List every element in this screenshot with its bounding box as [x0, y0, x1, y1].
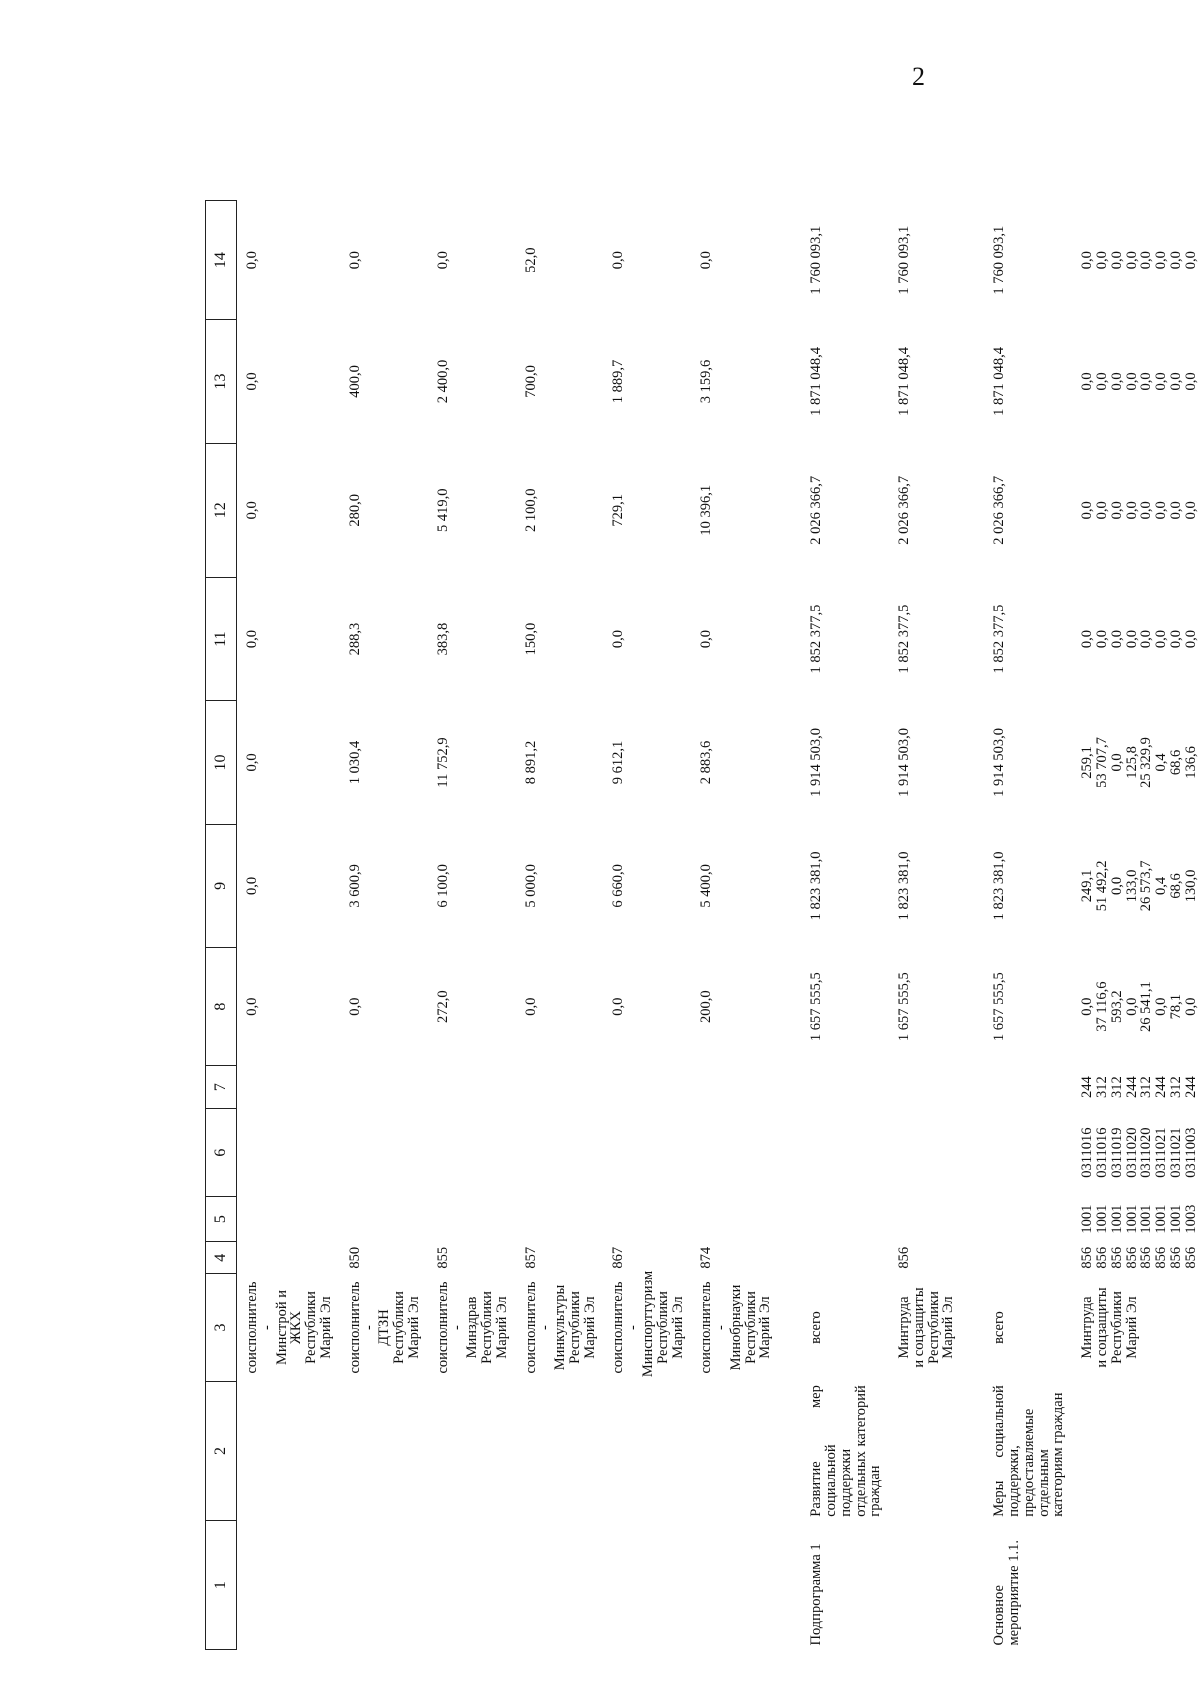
cell-text: 288,3	[346, 622, 363, 656]
table-cell-col-4	[779, 1242, 889, 1274]
cell-text: 1 914 503,0	[808, 728, 825, 797]
table-cell-col-11	[340, 577, 428, 700]
table-cell-col-5	[428, 1197, 516, 1242]
table-cell-col-3	[603, 1270, 691, 1381]
cell-text: соисполнитель - Минстрой и ЖКХ Республики Марий Эл	[244, 1281, 334, 1374]
cell-text: соисполнитель - Минкультуры Республики Марий Эл	[522, 1281, 598, 1374]
table-cell-col-11	[516, 577, 604, 700]
cell-text: 0,0	[610, 629, 627, 649]
table-cell-col-2	[691, 1381, 779, 1521]
cell-text: 2 400,0	[434, 359, 451, 404]
table-cell-col-3	[962, 1274, 1072, 1381]
cell-text: 0,0	[698, 629, 715, 649]
table-cell-col-5	[340, 1197, 428, 1242]
table-cell-col-4	[603, 1242, 691, 1274]
table-cell-col-4	[516, 1242, 604, 1274]
header-cell: 11	[206, 577, 237, 700]
table-cell-col-1	[1072, 1521, 1200, 1650]
table-row	[1072, 201, 1200, 1650]
table-cell-col-7	[516, 1066, 604, 1109]
table-cell-col-6	[237, 1109, 340, 1197]
table-cell-col-9	[889, 824, 962, 947]
table-cell-col-1	[428, 1521, 516, 1650]
cell-text: 1 760 093,1	[896, 225, 913, 295]
table-cell-col-1	[237, 1521, 340, 1650]
table-cell-col-10	[516, 701, 604, 824]
table-cell-col-5	[237, 1197, 340, 1242]
table-cell-col-9	[516, 824, 604, 947]
table-cell-col-2	[779, 1381, 889, 1521]
table-cell-col-3	[428, 1274, 516, 1381]
table-cell-col-14	[237, 201, 340, 320]
table-cell-col-6	[889, 1109, 962, 1197]
cell-text: 1 914 503,0	[991, 728, 1008, 797]
table-cell-col-12	[962, 443, 1072, 577]
table-cell-col-9	[340, 824, 428, 947]
table-cell-col-10	[962, 701, 1072, 824]
cell-text: 0,0	[346, 997, 363, 1016]
cell-text: 400,0	[346, 365, 363, 398]
table-cell-col-6	[779, 1109, 889, 1197]
cell-text: 259,1 53 707,7 0,0 125,8 25 329,9 0,4 68,6 136,6	[1079, 737, 1199, 788]
cell-text: 1 914 503,0	[896, 728, 913, 797]
header-cell: 1	[206, 1521, 237, 1650]
cell-text: 5 000,0	[522, 864, 539, 908]
table-cell-col-3	[889, 1274, 962, 1381]
table-cell-col-8	[1072, 948, 1200, 1066]
table-cell-col-12	[889, 443, 962, 577]
cell-text: 0,0 0,0 0,0 0,0 0,0 0,0 0,0 0,0	[1079, 372, 1199, 391]
cell-text: 856	[896, 1246, 913, 1269]
table-cell-col-14	[691, 201, 779, 320]
table-cell-col-7	[889, 1066, 962, 1109]
table-row	[428, 201, 516, 1650]
cell-text: 0,0 37 116,6 593,2 0,0 26 541,1 0,0 78,1 0,0	[1079, 981, 1199, 1032]
cell-text: 0,0	[244, 251, 260, 270]
cell-text: соисполнитель - ДТЗН Республики Марий Эл	[346, 1281, 422, 1374]
table-cell-col-14	[779, 201, 889, 320]
table-cell-col-12	[691, 443, 779, 577]
table-cell-col-10	[340, 701, 428, 824]
table-cell-col-8	[779, 948, 889, 1066]
table-cell-col-13	[1072, 320, 1200, 443]
table-cell-col-14	[962, 201, 1072, 320]
cell-text: 200,0	[698, 990, 715, 1023]
cell-text: 150,0	[522, 622, 539, 656]
table-cell-col-12	[340, 443, 428, 577]
header-cell: 6	[206, 1109, 237, 1197]
header-cell: 14	[206, 201, 237, 320]
cell-text: 0,0	[610, 251, 627, 270]
cell-text: всего	[808, 1311, 825, 1344]
table-cell-col-14	[603, 201, 691, 320]
table-cell-col-3	[237, 1274, 340, 1381]
table-cell-col-13	[516, 320, 604, 443]
cell-text: 0,0	[244, 753, 260, 772]
cell-text: 0,0	[244, 997, 260, 1016]
table-cell-col-8	[428, 948, 516, 1066]
table-cell-col-3	[779, 1274, 889, 1381]
table-cell-col-10	[428, 701, 516, 824]
header-cell: 5	[206, 1197, 237, 1242]
cell-text: 383,8	[434, 622, 451, 656]
table-cell-col-8	[691, 948, 779, 1066]
table-cell-col-4	[889, 1242, 962, 1274]
cell-text: соисполнитель - Минобрнауки Республики Марий Эл	[698, 1281, 774, 1374]
cell-text: Подпрограмма 1	[808, 1543, 825, 1646]
cell-text: 280,0	[346, 493, 363, 527]
cell-text: 5 400,0	[698, 864, 715, 908]
table-cell-col-11	[962, 577, 1072, 700]
table-cell-col-4	[962, 1242, 1072, 1274]
table-cell-col-9	[1072, 824, 1200, 947]
cell-text: 0,0	[698, 251, 715, 270]
header-row	[206, 201, 237, 1650]
cell-text: 0,0 0,0 0,0 0,0 0,0 0,0 0,0 0,0	[1079, 251, 1199, 270]
table-cell-col-1	[962, 1521, 1072, 1650]
table-cell-col-11	[691, 577, 779, 700]
cell-text: 1 889,7	[610, 359, 627, 404]
table-cell-col-9	[603, 824, 691, 947]
cell-text: 1 657 555,5	[808, 972, 825, 1042]
table-cell-col-14	[428, 201, 516, 320]
cell-text: 1 852 377,5	[991, 604, 1008, 674]
table-cell-col-13	[962, 320, 1072, 443]
cell-text: 0,0 0,0 0,0 0,0 0,0 0,0 0,0 0,0	[1079, 501, 1199, 520]
table-cell-col-2	[889, 1381, 962, 1521]
cell-text: 1 871 048,4	[896, 347, 913, 416]
cell-text: 11 752,9	[434, 737, 451, 788]
rotated-sheet	[205, 200, 1199, 1650]
table-cell-col-8	[962, 948, 1072, 1066]
cell-text: 857	[522, 1246, 539, 1269]
header-cell: 10	[206, 701, 237, 824]
table-cell-col-10	[1072, 701, 1200, 824]
cell-text: 6 660,0	[610, 864, 627, 908]
table-row	[962, 201, 1072, 1650]
cell-text: 0,0	[244, 876, 260, 895]
cell-text: 1 871 048,4	[991, 347, 1008, 416]
table-cell-col-1	[779, 1521, 889, 1650]
table-cell-col-12	[237, 443, 340, 577]
table-cell-col-10	[691, 701, 779, 824]
table-cell-col-4	[1072, 1242, 1200, 1274]
table-cell-col-9	[779, 824, 889, 947]
cell-text: 0,0	[610, 997, 627, 1016]
cell-text: 1 030,4	[346, 740, 363, 785]
table-cell-col-1	[889, 1521, 962, 1650]
table-cell-col-13	[428, 320, 516, 443]
cell-text: 1 823 381,0	[896, 851, 913, 921]
budget-table	[205, 200, 1200, 1650]
table-cell-col-14	[516, 201, 604, 320]
table-cell-col-11	[1072, 577, 1200, 700]
cell-text: Меры социальной поддержки, предоставляемые отдельным категориям граждан	[991, 1385, 1067, 1517]
cell-text: 0,0	[522, 997, 539, 1016]
cell-text: 0,0 0,0 0,0 0,0 0,0 0,0 0,0 0,0	[1079, 629, 1199, 649]
cell-text: 1 871 048,4	[808, 347, 825, 416]
table-cell-col-5	[603, 1197, 691, 1242]
table-cell-col-11	[889, 577, 962, 700]
cell-text: Развитие мер социальной поддержки отдельных категорий граждан	[808, 1385, 884, 1517]
cell-text: 0311016 0311016 0311019 0311020 0311020 0311021 0311021 0311003	[1079, 1127, 1199, 1178]
table-cell-col-12	[516, 443, 604, 577]
table-cell-col-7	[1072, 1066, 1200, 1109]
cell-text: 9 612,1	[610, 740, 627, 785]
table-cell-col-2	[516, 1381, 604, 1521]
table-cell-col-7	[603, 1066, 691, 1109]
table-cell-col-5	[889, 1197, 962, 1242]
table-row	[889, 201, 962, 1650]
header-cell: 3	[206, 1274, 237, 1381]
cell-text: 1001 1001 1001 1001 1001 1001 1001 1003	[1079, 1204, 1199, 1234]
cell-text: 856 856 856 856 856 856 856 856	[1079, 1246, 1199, 1269]
table-cell-col-8	[889, 948, 962, 1066]
cell-text: 1 823 381,0	[808, 851, 825, 921]
table-cell-col-1	[691, 1521, 779, 1650]
table-cell-col-9	[962, 824, 1072, 947]
table-row	[340, 201, 428, 1650]
table-cell-col-14	[340, 201, 428, 320]
table-cell-col-13	[779, 320, 889, 443]
table-cell-col-9	[428, 824, 516, 947]
table-cell-col-10	[779, 701, 889, 824]
table-cell-col-6	[516, 1109, 604, 1197]
header-cell: 12	[206, 443, 237, 577]
table-cell-col-5	[516, 1197, 604, 1242]
table-cell-col-2	[237, 1381, 340, 1521]
cell-text: 2 100,0	[522, 488, 539, 532]
cell-text: соисполнитель - Минспорттуризм Республики Марий Эл	[610, 1270, 686, 1378]
table-cell-col-7	[237, 1066, 340, 1109]
table-cell-col-14	[889, 201, 962, 320]
table-cell-col-8	[516, 948, 604, 1066]
table-row	[516, 201, 604, 1650]
table-cell-col-9	[691, 824, 779, 947]
table-cell-col-6	[603, 1109, 691, 1197]
table-cell-col-7	[962, 1066, 1072, 1109]
table-cell-col-2	[962, 1381, 1072, 1521]
table-cell-col-4	[237, 1242, 340, 1274]
table-row	[603, 201, 691, 1650]
cell-text: 855	[434, 1246, 451, 1269]
table-cell-col-2	[603, 1381, 691, 1521]
cell-text: 272,0	[434, 990, 451, 1023]
table-cell-col-7	[691, 1066, 779, 1109]
cell-text: 867	[610, 1246, 627, 1269]
table-cell-col-7	[340, 1066, 428, 1109]
cell-text: 249,1 51 492,2 0,0 133,0 26 573,7 0,4 68,6 130,0	[1079, 860, 1199, 912]
table-cell-col-10	[603, 701, 691, 824]
cell-text: 874	[698, 1246, 715, 1269]
cell-text: 8 891,2	[522, 740, 539, 785]
table-cell-col-12	[1072, 443, 1200, 577]
table-cell-col-6	[962, 1109, 1072, 1197]
cell-text: 5 419,0	[434, 488, 451, 532]
table-cell-col-7	[428, 1066, 516, 1109]
table-cell-col-4	[691, 1242, 779, 1274]
table-cell-col-1	[516, 1521, 604, 1650]
cell-text: 1 657 555,5	[991, 972, 1008, 1042]
cell-text: 6 100,0	[434, 864, 451, 908]
table-cell-col-6	[340, 1109, 428, 1197]
cell-text: Минтруда и соцзащиты Республики Марий Эл	[896, 1287, 957, 1368]
cell-text: 0,0	[346, 251, 363, 270]
cell-text: всего	[991, 1311, 1008, 1344]
table-cell-col-1	[340, 1521, 428, 1650]
cell-text: 700,0	[522, 365, 539, 398]
table-cell-col-8	[237, 948, 340, 1066]
cell-text: Минтруда и соцзащиты Республики Марий Эл	[1079, 1287, 1140, 1368]
table-cell-col-1	[603, 1521, 691, 1650]
table-cell-col-6	[691, 1109, 779, 1197]
table-cell-col-11	[237, 577, 340, 700]
table-cell-col-13	[340, 320, 428, 443]
header-cell: 7	[206, 1066, 237, 1109]
header-cell: 4	[206, 1242, 237, 1274]
cell-text: 0,0	[244, 629, 260, 649]
table-cell-col-13	[889, 320, 962, 443]
cell-text: 3 600,9	[346, 864, 363, 908]
table-cell-col-3	[1072, 1274, 1200, 1381]
cell-text: 1 760 093,1	[808, 225, 825, 295]
table-cell-col-7	[779, 1066, 889, 1109]
cell-text: 1 852 377,5	[896, 604, 913, 674]
table-cell-col-4	[428, 1242, 516, 1274]
table-cell-col-5	[1072, 1197, 1200, 1242]
table-cell-col-13	[691, 320, 779, 443]
header-cell: 8	[206, 948, 237, 1066]
cell-text: 1 657 555,5	[896, 972, 913, 1042]
cell-text: 1 760 093,1	[991, 225, 1008, 295]
cell-text: 2 026 366,7	[808, 475, 825, 545]
table-cell-col-2	[428, 1381, 516, 1521]
cell-text: 0,0	[244, 372, 260, 391]
table-cell-col-3	[691, 1274, 779, 1381]
cell-text: 0,0	[434, 251, 451, 270]
table-cell-col-8	[603, 948, 691, 1066]
table-cell-col-13	[603, 320, 691, 443]
table-cell-col-5	[691, 1197, 779, 1242]
table-cell-col-5	[962, 1197, 1072, 1242]
cell-text: 2 883,6	[698, 740, 715, 785]
table-cell-col-14	[1072, 201, 1200, 320]
table-cell-col-12	[428, 443, 516, 577]
table-cell-col-10	[889, 701, 962, 824]
cell-text: 0,0	[244, 501, 260, 520]
header-cell: 13	[206, 320, 237, 443]
table-cell-col-6	[1072, 1109, 1200, 1197]
cell-text: Основное мероприятие 1.1.	[991, 1540, 1023, 1646]
table-cell-col-6	[428, 1109, 516, 1197]
table-cell-col-12	[603, 443, 691, 577]
cell-text: 2 026 366,7	[896, 475, 913, 545]
table-cell-col-4	[340, 1242, 428, 1274]
header-cell: 2	[206, 1381, 237, 1521]
table-body	[237, 201, 1200, 1650]
cell-text: 10 396,1	[698, 484, 715, 536]
cell-text: 729,1	[610, 493, 627, 527]
header-cell: 9	[206, 824, 237, 947]
cell-text: 52,0	[522, 247, 539, 273]
table-cell-col-13	[237, 320, 340, 443]
table-row	[691, 201, 779, 1650]
table-cell-col-10	[237, 701, 340, 824]
cell-text: 1 852 377,5	[808, 604, 825, 674]
table-row	[237, 201, 340, 1650]
table-cell-col-12	[779, 443, 889, 577]
table-cell-col-11	[779, 577, 889, 700]
cell-text: 1 823 381,0	[991, 851, 1008, 921]
table-cell-col-8	[340, 948, 428, 1066]
table-cell-col-9	[237, 824, 340, 947]
table-row	[779, 201, 889, 1650]
table-cell-col-3	[516, 1274, 604, 1381]
table-cell-col-3	[340, 1274, 428, 1381]
cell-text: соисполнитель - Минздрав Республики Марий Эл	[434, 1281, 510, 1374]
table-cell-col-2	[340, 1381, 428, 1521]
table-cell-col-2	[1072, 1381, 1200, 1521]
cell-text: 2 026 366,7	[991, 475, 1008, 545]
table-cell-col-11	[603, 577, 691, 700]
page-number: 2	[912, 62, 925, 91]
cell-text: 3 159,6	[698, 359, 715, 404]
cell-text: 244 312 312 244 312 244 312 244	[1079, 1076, 1199, 1098]
cell-text: 850	[346, 1246, 363, 1269]
table-cell-col-5	[779, 1197, 889, 1242]
table-cell-col-11	[428, 577, 516, 700]
